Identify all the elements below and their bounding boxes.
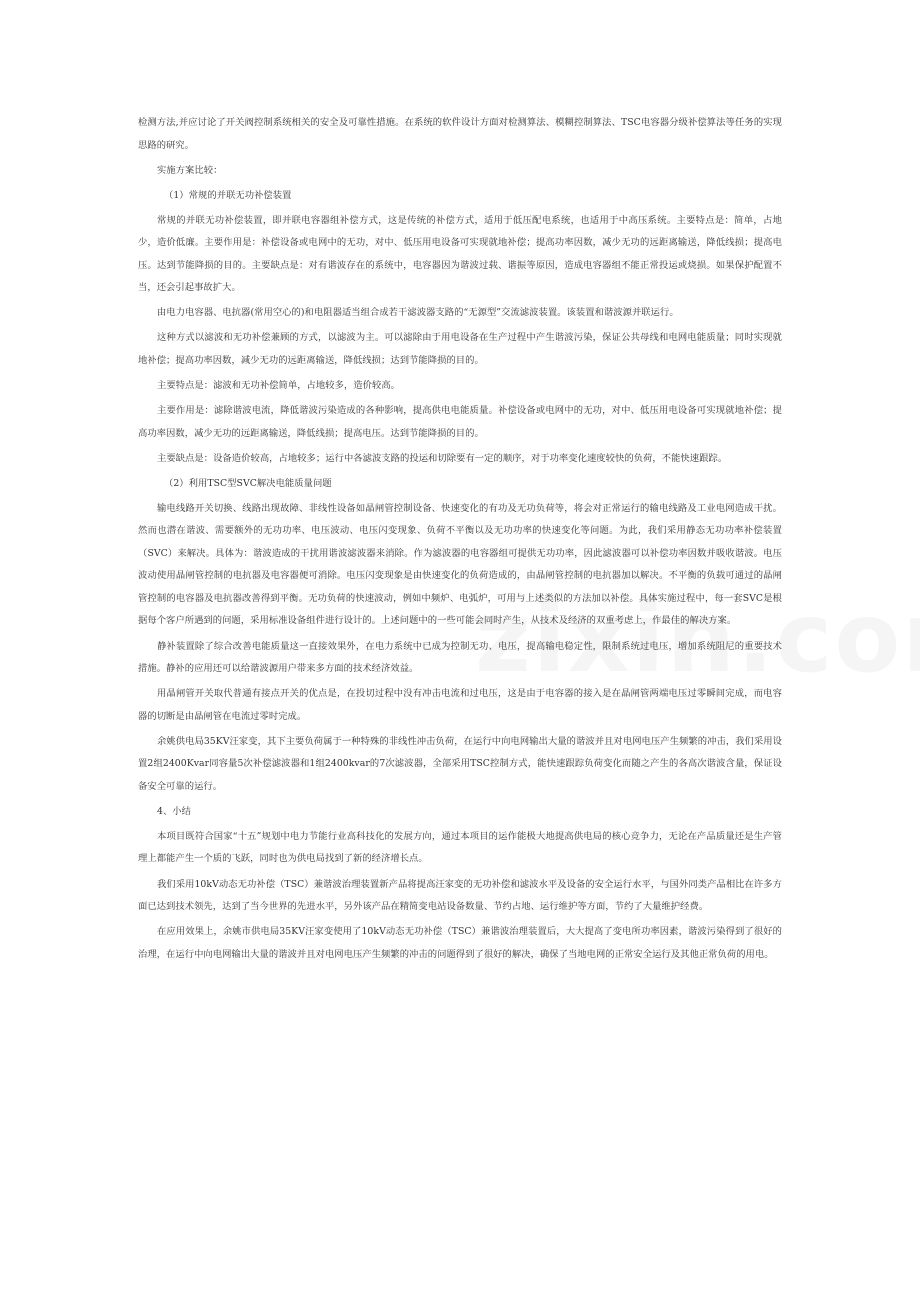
paragraph-summary-effect: 在应用效果上，余姚市供电局35KV汪家变使用了10kV动态无功补偿（TSC）兼谐波治理装置后，大大提高了变电所功率因素，谐波污染得到了很好的治理，在运行中向电网输出大量的谐波并且对电网电压产生频繁的冲击的问题得到了很好的解决，确保了当地电网的正常安全运行及其他正常负荷的用电。	[138, 926, 782, 960]
paragraph-plan-comparison: 实施方案比较：	[157, 164, 223, 176]
paragraph-main-features: 主要特点是：滤波和无功补偿简单，占地较多，造价较高。	[157, 380, 401, 392]
heading-summary: 4、小结	[157, 805, 192, 817]
paragraph-passive-filter: 由电力电容器、电抗器(常用空心的)和电阻器适当组合成若干滤波器支路的“无源型”交流滤波装置。该装置和谐波源并联运行。	[157, 307, 679, 319]
paragraph-yuyao-substation: 余姚供电局35KV汪家变，其下主要负荷属于一种特殊的非线性冲击负荷，在运行中向电网输出大量的谐波并且对电网电压产生频繁的冲击，我们采用设置2组2400Kvar同容量5次补偿滤波器和1组2400kvar的7次滤波器，全部采用TSC控制方式，能快速跟踪负荷变化而随之产生的各高次谐波含量，保证设备安全可靠的运行。	[138, 735, 782, 792]
paragraph-static-compensation: 静补装置除了综合改善电能质量这一直接效果外，在电力系统中已成为控制无功、电压，提高输电稳定性，限制系统过电压，增加系统阻尼的重要技术措施。静补的应用还可以给谐波源用户带来多方面的技术经济效益。	[138, 640, 782, 675]
paragraph-summary-product: 我们采用10kV动态无功补偿（TSC）兼谐波治理装置新产品将提高汪家变的无功补偿和滤波水平及设备的安全运行水平，与国外同类产品相比在许多方面已达到技术领先，达到了当今世界的先进水平，另外该产品在精简变电站设备数量、节约占地、运行维护等方面，节约了大量维护经费。	[138, 878, 782, 912]
paragraph-intro-continued: 检测方法,并应讨论了开关阀控制系统相关的安全及可靠性措施。在系统的软件设计方面对检测算法、模糊控制算法、TSC电容器分级补偿算法等任务的实现思路的研究。	[138, 117, 782, 151]
paragraph-main-drawbacks: 主要缺点是：设备造价较高，占地较多；运行中各滤波支路的投运和切除要有一定的顺序，对于功率变化速度较快的负荷，不能快速跟踪。	[157, 452, 728, 464]
paragraph-svc-solution: 输电线路开关切换、线路出现故障、非线性设备如晶闸管控制设备、快速变化的有功及无功负荷等，将会对正常运行的输电线路及工业电网造成干扰。然而也潜在谐波、需要额外的无功功率、电压波动、电压闪变现象、负荷不平衡以及无功功率的快速变化等问题。为此，我们采用静态无功功率补偿装置（SVC）来解决。具体为：谐波造成的干扰用谐波滤波器来消除。作为滤波器的电容器组可提供无功功率，因此滤波器可以补偿功率因数并吸收谐波。电压波动使用晶闸管控制的电抗器及电容器便可消除。电压闪变现象是由快速变化的负荷造成的，由晶闸管控制的电抗器加以解决。不平衡的负载可通过的晶闸管控制的电容器及电抗器改善得到平衡。无功负荷的快速波动，例如中频炉、电弧炉，可用与上述类似的方法加以补偿。具体实施过程中，每一套SVC是根据每个客户所遇到的问题，采用标准设备组件进行设计的。上述问题中的一些可能会同时产生，从技术及经济的双重考虑上，作最佳的解决方案。	[138, 502, 782, 627]
paragraph-conventional-compensation: 常规的并联无功补偿装置，即并联电容器组补偿方式，这是传统的补偿方式，适用于低压配电系统，也适用于中高压系统。主要特点是：简单，占地少，造价低廉。主要作用是：补偿设备或电网中的无功，对中、低压用电设备可实现就地补偿；提高功率因数，减少无功的远距离输送，降低线损；提高电压。达到节能降损的目的。主要缺点是：对有谐波存在的系统中，电容器因为谐波过载、谐振等原因，造成电容器组不能正常投运或烧损。如果保护配置不当，还会引起事故扩大。	[138, 214, 782, 294]
document-body	[138, 112, 782, 969]
paragraph-main-functions: 主要作用是：滤除谐波电流，降低谐波污染造成的各种影响，提高供电电能质量。补偿设备或电网中的无功，对中、低压用电设备可实现就地补偿；提高功率因数，减少无功的远距离输送，降低线损；提高电压。达到节能降损的目的。	[138, 405, 782, 439]
paragraph-filter-method: 这种方式以滤波和无功补偿兼顾的方式，以滤波为主。可以滤除由于用电设备在生产过程中产生谐波污染，保证公共母线和电网电能质量；同时实现就地补偿；提高功率因数，减少无功的远距离输送，降低线损；达到节能降损的目的。	[138, 332, 782, 366]
heading-section-1: （1）常规的并联无功补偿装置	[164, 189, 292, 201]
heading-section-2: （2）利用TSC型SVC解决电能质量问题	[164, 477, 332, 489]
paragraph-thyristor-switch: 用晶闸管开关取代普通有接点开关的优点是，在投切过程中没有冲击电流和过电压，这是由于电容器的接入是在晶闸管两端电压过零瞬间完成，而电容器的切断是由晶闸管在电流过零时完成。	[138, 688, 782, 722]
paragraph-summary-project: 本项目既符合国家“十五”规划中电力节能行业高科技化的发展方向，通过本项目的运作能极大地提高供电局的核心竞争力，无论在产品质量还是生产管理上都能产生一个质的飞跃，同时也为供电局找到了新的经济增长点。	[138, 830, 782, 865]
